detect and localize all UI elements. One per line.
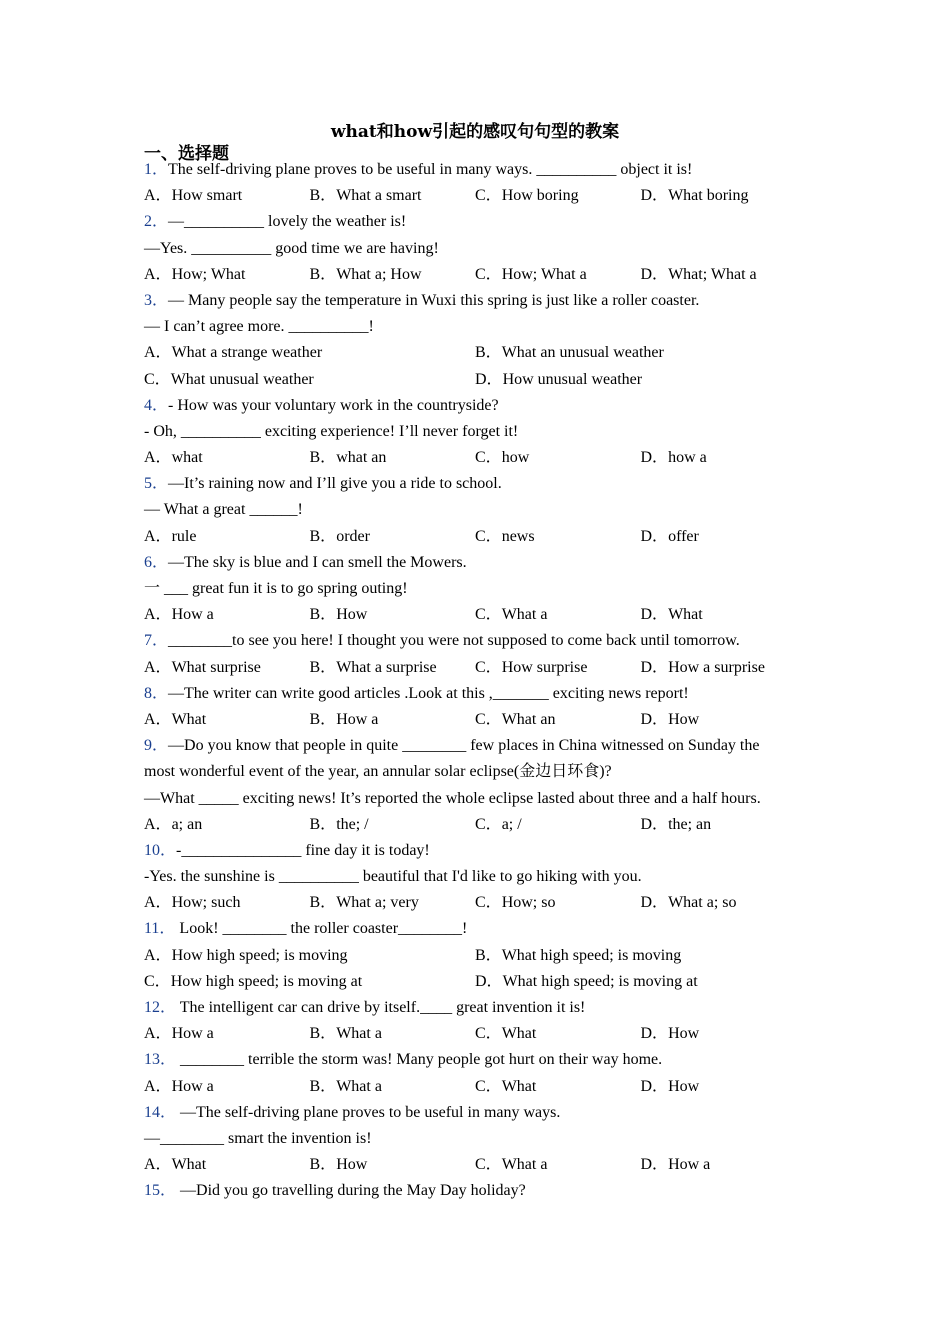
option-letter: D． xyxy=(640,815,669,833)
answer-option[interactable] xyxy=(144,262,310,288)
question-12 xyxy=(144,995,814,1047)
answer-option[interactable] xyxy=(475,707,641,733)
question-stem xyxy=(144,681,814,707)
question-2 xyxy=(144,209,814,288)
answer-option[interactable] xyxy=(144,1074,310,1100)
question-stem xyxy=(144,288,814,314)
question-number: 3． xyxy=(144,291,169,309)
answer-option[interactable] xyxy=(641,183,807,209)
question-text: — What a great ______! xyxy=(144,501,303,519)
question-number: 11． xyxy=(144,920,176,938)
answer-option[interactable] xyxy=(641,1021,807,1047)
question-8 xyxy=(144,681,814,733)
question-text: ________to see you here! I thought you were not supposed to come back until tomorrow. xyxy=(168,632,740,650)
option-letter: C． xyxy=(475,815,502,833)
question-text: —What _____ exciting news! It’s reported the whole eclipse lasted about three and a half hours. xyxy=(144,789,761,807)
option-letter: A． xyxy=(144,894,172,912)
question-text: —Yes. __________ good time we are having! xyxy=(144,239,439,257)
question-number: 2． xyxy=(144,213,169,231)
answer-option[interactable] xyxy=(475,943,806,969)
question-1 xyxy=(144,157,814,209)
option-letter: A． xyxy=(144,1077,172,1095)
option-letter: A． xyxy=(144,344,172,362)
option-text: How; such xyxy=(171,894,241,912)
option-text: the; an xyxy=(668,815,712,833)
option-text: how a xyxy=(668,449,707,467)
answer-options xyxy=(144,707,814,733)
question-number: 6． xyxy=(144,553,169,571)
option-letter: D． xyxy=(640,449,669,467)
option-letter: C． xyxy=(475,187,502,205)
option-text: the; / xyxy=(336,815,369,833)
answer-options xyxy=(144,340,814,366)
answer-options xyxy=(144,602,814,628)
option-text: How a xyxy=(171,606,214,624)
document-title: what和how引起的感叹句句型的教案 xyxy=(330,122,620,142)
answer-option[interactable] xyxy=(144,445,310,471)
option-letter: B． xyxy=(475,946,502,964)
question-stem xyxy=(144,157,814,183)
question-stem xyxy=(144,393,814,419)
option-text: a; an xyxy=(171,815,203,833)
answer-option[interactable] xyxy=(475,1021,641,1047)
question-line xyxy=(144,419,814,445)
option-text: How boring xyxy=(501,187,579,205)
question-number: 5． xyxy=(144,475,169,493)
question-number: 8． xyxy=(144,684,169,702)
option-letter: D． xyxy=(640,894,669,912)
option-text: What a smart xyxy=(336,187,422,205)
option-text: What a surprise xyxy=(336,658,437,676)
answer-options xyxy=(144,367,814,393)
question-13 xyxy=(144,1047,814,1099)
option-letter: A． xyxy=(144,1156,172,1174)
option-text: How a xyxy=(171,1077,214,1095)
option-letter: C． xyxy=(475,527,502,545)
option-text: What boring xyxy=(668,187,749,205)
option-text: How; so xyxy=(501,894,556,912)
option-letter: C． xyxy=(475,449,502,467)
question-text: —________ smart the invention is! xyxy=(144,1129,372,1147)
answer-option[interactable] xyxy=(475,1074,641,1100)
answer-option[interactable] xyxy=(475,183,641,209)
question-text: — Many people say the temperature in Wuxi this spring is just like a roller coaster. xyxy=(168,291,700,309)
question-line xyxy=(144,1126,814,1152)
option-letter: B． xyxy=(475,344,502,362)
option-letter: A． xyxy=(144,946,172,964)
answer-option[interactable] xyxy=(475,445,641,471)
answer-option[interactable] xyxy=(475,340,806,366)
question-number: 13． xyxy=(144,1051,177,1069)
question-number: 12． xyxy=(144,999,177,1016)
option-text: What a; How xyxy=(336,265,422,283)
option-text: What; What a xyxy=(668,265,757,283)
answer-option[interactable] xyxy=(144,707,310,733)
answer-options xyxy=(144,812,814,838)
question-text: The self-driving plane proves to be useful in many ways. __________ object it is! xyxy=(168,161,693,178)
option-text: How surprise xyxy=(501,658,588,676)
answer-options xyxy=(144,1074,814,1100)
option-text: What an unusual weather xyxy=(501,344,664,362)
answer-option[interactable] xyxy=(475,524,641,550)
option-text: What a xyxy=(336,1077,382,1095)
answer-option[interactable] xyxy=(475,969,806,995)
option-letter: B． xyxy=(309,894,337,912)
option-letter: A． xyxy=(144,815,172,833)
answer-option[interactable] xyxy=(475,262,641,288)
question-stem xyxy=(144,550,814,576)
question-number: 10． xyxy=(144,841,177,859)
option-letter: C． xyxy=(475,1077,502,1095)
answer-option[interactable] xyxy=(641,707,807,733)
question-text: —The self-driving plane proves to be useful in many ways. xyxy=(176,1103,561,1121)
answer-option[interactable] xyxy=(475,812,641,838)
option-letter: D． xyxy=(640,710,669,728)
question-10 xyxy=(144,838,814,917)
answer-option[interactable] xyxy=(310,1021,476,1047)
question-number: 15． xyxy=(144,1182,177,1200)
question-line xyxy=(144,759,814,785)
answer-option[interactable] xyxy=(144,812,310,838)
question-line xyxy=(144,576,814,602)
question-text: —Did you go travelling during the May Day holiday? xyxy=(176,1182,526,1200)
answer-option[interactable] xyxy=(641,602,807,628)
answer-option[interactable] xyxy=(310,183,476,209)
option-letter: D． xyxy=(640,187,669,205)
question-text: — I can’t agree more. __________! xyxy=(144,318,374,336)
option-text: What a xyxy=(336,1025,382,1043)
option-text: How high speed; is moving at xyxy=(170,972,363,990)
answer-option[interactable] xyxy=(641,812,807,838)
question-stem xyxy=(144,733,814,759)
question-stem xyxy=(144,995,814,1021)
question-number: 7． xyxy=(144,632,169,650)
section-heading: 一、选择题 xyxy=(144,144,229,164)
option-text: How unusual weather xyxy=(502,370,643,388)
option-text: What xyxy=(668,606,703,624)
option-letter: A． xyxy=(144,187,172,205)
question-stem xyxy=(144,1178,814,1204)
answer-options xyxy=(144,1152,814,1178)
option-text: How high speed; is moving xyxy=(171,946,348,964)
answer-option[interactable] xyxy=(310,262,476,288)
option-letter: C． xyxy=(475,1025,502,1043)
answer-options xyxy=(144,524,814,550)
answer-option[interactable] xyxy=(144,1152,310,1178)
option-text: a; / xyxy=(501,815,522,833)
option-letter: B． xyxy=(309,606,337,624)
question-number: 4． xyxy=(144,396,169,414)
answer-option[interactable] xyxy=(310,812,476,838)
answer-option[interactable] xyxy=(641,262,807,288)
answer-options xyxy=(144,655,814,681)
option-text: What a strange weather xyxy=(171,344,323,362)
option-letter: A． xyxy=(144,658,172,676)
option-text: How; What a xyxy=(501,265,587,283)
option-text: How; What xyxy=(171,265,246,283)
answer-option[interactable] xyxy=(310,524,476,550)
answer-option[interactable] xyxy=(144,183,310,209)
answer-option[interactable] xyxy=(144,969,475,995)
answer-options xyxy=(144,969,814,995)
answer-option[interactable] xyxy=(310,1074,476,1100)
answer-option[interactable] xyxy=(144,655,310,681)
question-line xyxy=(144,314,814,340)
option-letter: C． xyxy=(475,606,502,624)
question-3 xyxy=(144,288,814,393)
question-9 xyxy=(144,733,814,838)
answer-option[interactable] xyxy=(475,1152,641,1178)
answer-option[interactable] xyxy=(144,524,310,550)
option-text: How a xyxy=(668,1156,711,1174)
option-text: How a surprise xyxy=(668,658,765,676)
answer-option[interactable] xyxy=(310,602,476,628)
option-letter: D． xyxy=(475,370,503,388)
option-letter: D． xyxy=(640,265,669,283)
option-text: How xyxy=(336,606,368,624)
option-letter: A． xyxy=(144,449,172,467)
option-text: What an xyxy=(501,710,556,728)
question-stem xyxy=(144,471,814,497)
question-number: 14． xyxy=(144,1103,177,1121)
question-text: 一 ___ great fun it is to go spring outing! xyxy=(144,580,408,597)
option-text: What high speed; is moving at xyxy=(502,972,698,990)
option-text: How xyxy=(668,1077,700,1095)
answer-option[interactable] xyxy=(475,655,641,681)
option-text: offer xyxy=(668,527,699,545)
option-text: What a; very xyxy=(336,894,419,912)
option-text: What a xyxy=(501,1156,548,1174)
question-stem xyxy=(144,1100,814,1126)
answer-option[interactable] xyxy=(475,367,806,393)
option-text: How smart xyxy=(171,187,243,205)
option-text: What unusual weather xyxy=(170,370,314,388)
option-text: What xyxy=(501,1077,537,1095)
question-stem xyxy=(144,628,814,654)
question-line xyxy=(144,864,814,890)
question-list xyxy=(144,157,814,1205)
option-text: How xyxy=(668,1025,700,1043)
option-letter: D． xyxy=(640,1025,669,1043)
option-letter: B． xyxy=(309,527,337,545)
option-letter: B． xyxy=(309,187,337,205)
answer-options xyxy=(144,262,814,288)
answer-option[interactable] xyxy=(641,445,807,471)
option-letter: B． xyxy=(309,710,337,728)
option-letter: D． xyxy=(640,606,669,624)
option-letter: C． xyxy=(144,972,171,990)
answer-option[interactable] xyxy=(310,445,476,471)
answer-option[interactable] xyxy=(475,890,641,916)
question-5 xyxy=(144,471,814,550)
question-number: 9． xyxy=(144,737,169,755)
option-letter: C． xyxy=(144,370,171,388)
option-letter: D． xyxy=(640,1156,669,1174)
question-text: —The writer can write good articles .Look at this ,_______ exciting news report! xyxy=(168,684,689,702)
question-11 xyxy=(144,916,814,995)
option-text: What a; so xyxy=(668,894,737,912)
question-text: —Do you know that people in quite ________ few places in China witnessed on Sunday the xyxy=(168,737,760,755)
option-letter: A． xyxy=(144,606,172,624)
question-text: —The sky is blue and I can smell the Mowers. xyxy=(168,553,467,571)
question-stem xyxy=(144,209,814,235)
option-letter: D． xyxy=(640,527,669,545)
question-line xyxy=(144,236,814,262)
answer-option[interactable] xyxy=(144,943,475,969)
question-text: ________ terrible the storm was! Many people got hurt on their way home. xyxy=(176,1051,663,1069)
option-text: what xyxy=(171,449,203,467)
answer-option[interactable] xyxy=(475,602,641,628)
option-text: What surprise xyxy=(171,658,261,676)
answer-options xyxy=(144,445,814,471)
question-number: 1． xyxy=(144,161,169,178)
option-letter: D． xyxy=(640,1077,669,1095)
answer-option[interactable] xyxy=(641,655,807,681)
answer-options xyxy=(144,943,814,969)
option-letter: B． xyxy=(309,1077,337,1095)
answer-option[interactable] xyxy=(310,1152,476,1178)
answer-option[interactable] xyxy=(144,340,475,366)
option-letter: B． xyxy=(309,1156,337,1174)
answer-option[interactable] xyxy=(144,367,475,393)
answer-option[interactable] xyxy=(310,655,476,681)
option-letter: B． xyxy=(309,449,337,467)
option-text: rule xyxy=(171,527,197,545)
question-7 xyxy=(144,628,814,680)
option-letter: C． xyxy=(475,710,502,728)
question-text: The intelligent car can drive by itself.____ great invention it is! xyxy=(176,999,586,1016)
option-letter: A． xyxy=(144,265,172,283)
option-letter: A． xyxy=(144,1025,172,1043)
answer-option[interactable] xyxy=(310,890,476,916)
question-stem xyxy=(144,916,814,942)
question-stem xyxy=(144,1047,814,1073)
answer-options xyxy=(144,1021,814,1047)
answer-option[interactable] xyxy=(144,602,310,628)
option-letter: C． xyxy=(475,265,502,283)
option-text: How xyxy=(668,710,700,728)
option-letter: B． xyxy=(309,265,337,283)
answer-option[interactable] xyxy=(641,524,807,550)
question-14 xyxy=(144,1100,814,1179)
option-letter: B． xyxy=(309,658,337,676)
option-text: What xyxy=(501,1025,537,1043)
question-15 xyxy=(144,1178,814,1204)
answer-options xyxy=(144,183,814,209)
option-letter: D． xyxy=(640,658,669,676)
option-letter: B． xyxy=(309,1025,337,1043)
answer-options xyxy=(144,890,814,916)
question-text: Look! ________ the roller coaster________! xyxy=(175,920,468,938)
question-stem xyxy=(144,838,814,864)
option-letter: C． xyxy=(475,894,502,912)
option-text: What a xyxy=(501,606,548,624)
question-text: -_______________ fine day it is today! xyxy=(176,841,430,859)
option-letter: A． xyxy=(144,710,172,728)
question-text: - How was your voluntary work in the countryside? xyxy=(168,396,499,414)
question-text: - Oh, __________ exciting experience! I’ll never forget it! xyxy=(144,422,519,440)
question-text: most wonderful event of the year, an annular solar eclipse(金边日环食)? xyxy=(144,763,612,781)
option-text: what an xyxy=(336,449,387,467)
answer-option[interactable] xyxy=(641,1152,807,1178)
question-6 xyxy=(144,550,814,629)
option-text: How a xyxy=(336,710,379,728)
option-text: What high speed; is moving xyxy=(501,946,682,964)
option-text: how xyxy=(501,449,530,467)
option-letter: A． xyxy=(144,527,172,545)
option-text: How a xyxy=(171,1025,214,1043)
question-text: -Yes. the sunshine is __________ beautiful that I'd like to go hiking with you. xyxy=(144,868,642,886)
question-line xyxy=(144,497,814,523)
answer-option[interactable] xyxy=(310,707,476,733)
option-text: What xyxy=(171,1156,207,1174)
option-letter: C． xyxy=(475,1156,502,1174)
option-text: How xyxy=(336,1156,368,1174)
answer-option[interactable] xyxy=(641,1074,807,1100)
option-letter: D． xyxy=(475,972,503,990)
question-line xyxy=(144,786,814,812)
option-text: order xyxy=(336,527,370,545)
answer-option[interactable] xyxy=(641,890,807,916)
option-text: What xyxy=(171,710,207,728)
question-4 xyxy=(144,393,814,472)
option-letter: C． xyxy=(475,658,502,676)
option-letter: B． xyxy=(309,815,337,833)
option-text: news xyxy=(501,527,535,545)
answer-option[interactable] xyxy=(144,890,310,916)
question-text: —__________ lovely the weather is! xyxy=(168,213,407,231)
question-text: —It’s raining now and I’ll give you a ride to school. xyxy=(168,475,502,493)
answer-option[interactable] xyxy=(144,1021,310,1047)
